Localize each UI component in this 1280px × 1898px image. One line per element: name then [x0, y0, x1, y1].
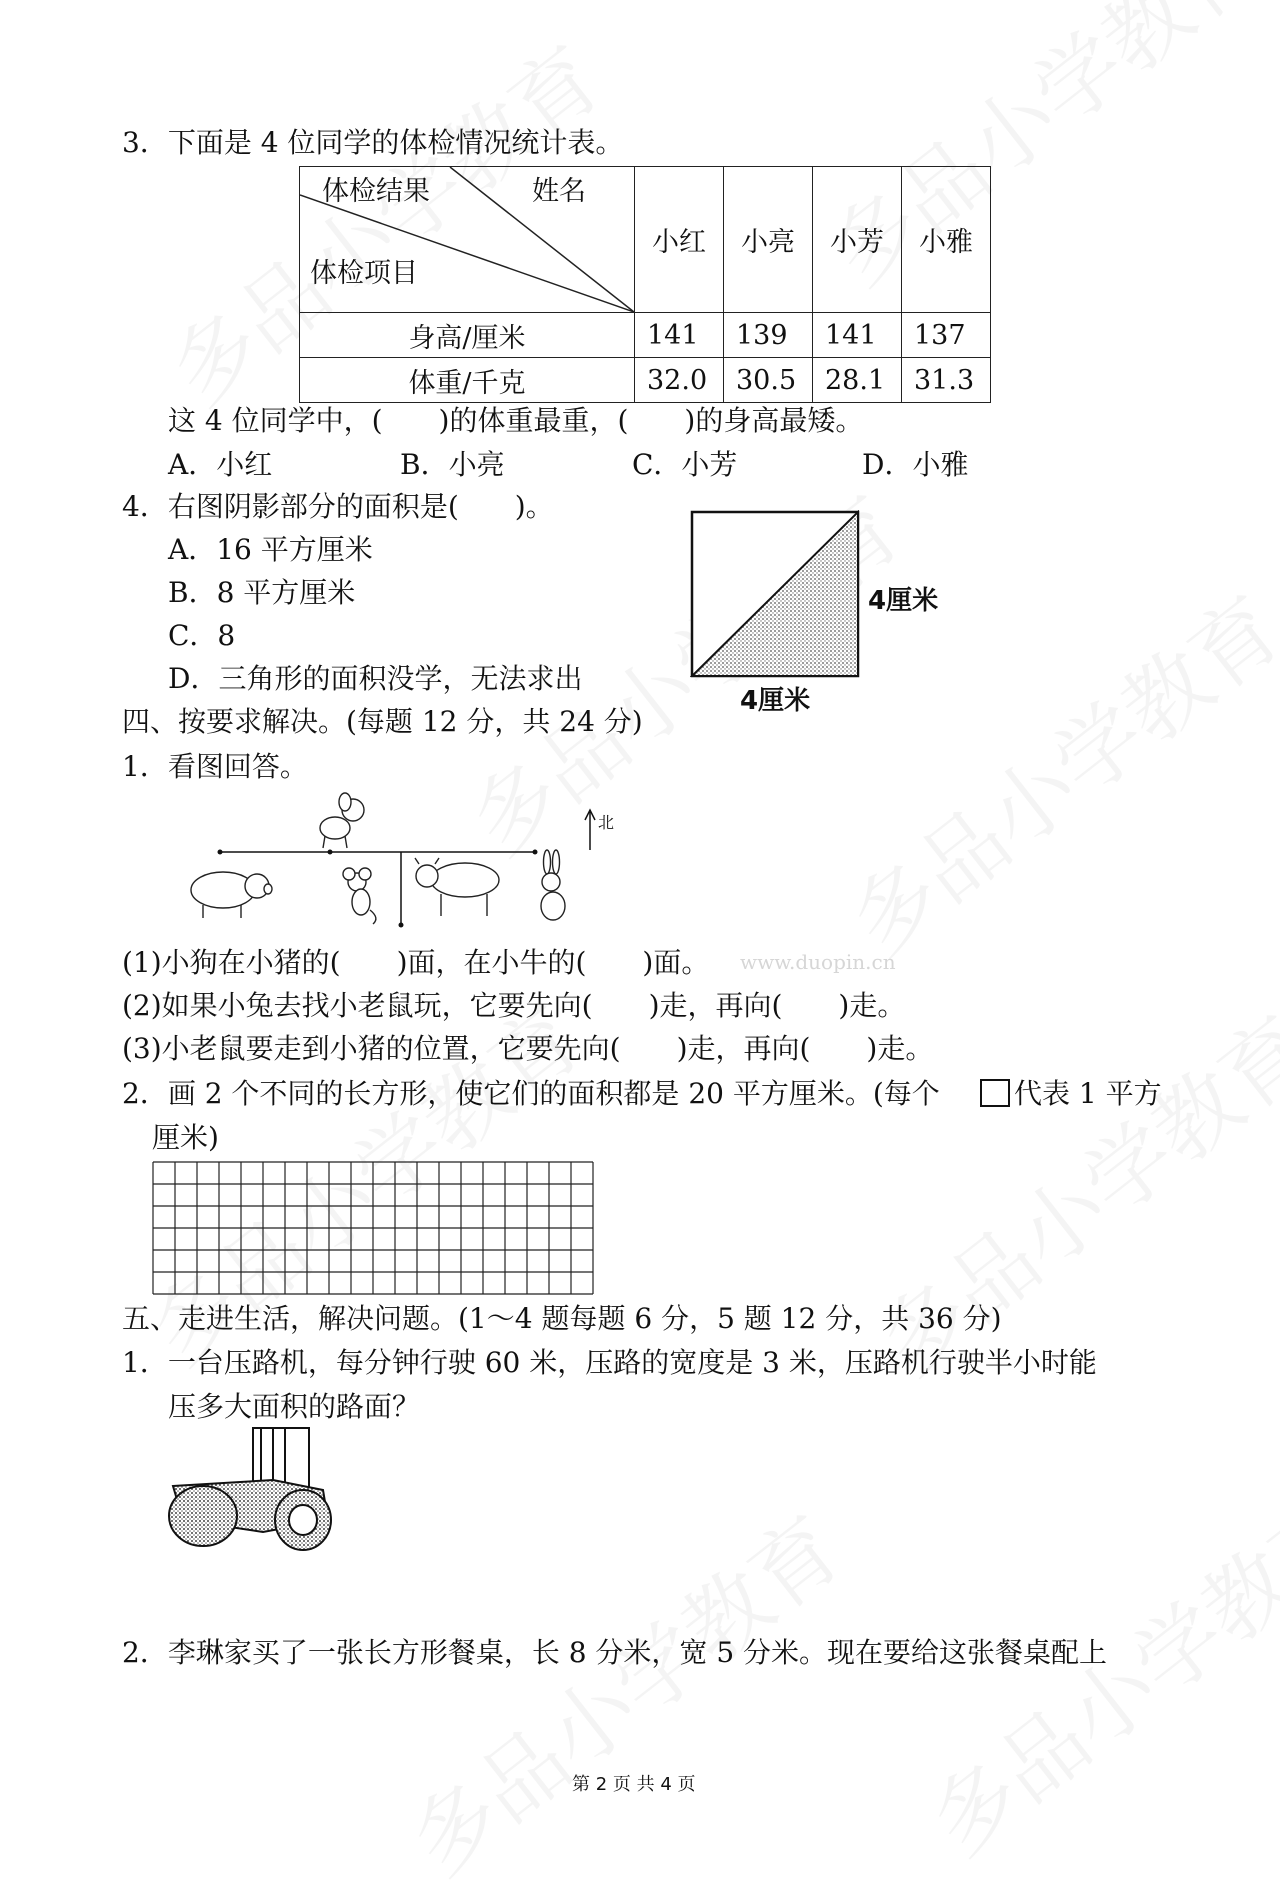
value-cell: 28.1 [813, 358, 902, 403]
value-cell: 137 [902, 313, 991, 358]
cow-icon [415, 858, 499, 916]
value-cell: 141 [813, 313, 902, 358]
value-cell: 32.0 [635, 358, 724, 403]
table-diagonal-header [300, 167, 635, 313]
row-label: 体重/千克 [300, 358, 635, 403]
q3-question: 这 4 位同学中，( )的体重最重，( )的身高最矮。 [168, 404, 864, 437]
q3-option-a: A．小红 [168, 448, 273, 481]
dog-icon [320, 793, 364, 848]
header-result-label: 体检结果 [322, 176, 430, 207]
section-4-q1-title: 1．看图回答。 [122, 750, 308, 783]
section-5-q1-line2: 压多大面积的路面？ [168, 1390, 421, 1423]
bottom-length-label: 4厘米 [740, 686, 811, 716]
rabbit-icon [541, 850, 565, 920]
url-watermark: www.duopin.cn [740, 950, 896, 974]
watermark [820, 562, 1280, 977]
q4-option-d: D．三角形的面积没学，无法求出 [168, 662, 583, 695]
north-label: 北 [598, 813, 615, 832]
q4-question: 4．右图阴影部分的面积是( )。 [122, 490, 554, 523]
unit-square-icon [980, 1079, 1010, 1107]
north-arrow-icon [585, 810, 595, 850]
section-5-title: 五、走进生活，解决问题。(1～4 题每题 6 分，5 题 12 分，共 36 分) [122, 1302, 1002, 1335]
row-label: 身高/厘米 [300, 313, 635, 358]
pig-icon [191, 872, 272, 918]
q4-option-c: C．8 [168, 619, 236, 652]
value-cell: 30.5 [724, 358, 813, 403]
animal-position-figure [175, 790, 635, 940]
q3-option-c: C．小芳 [632, 448, 738, 481]
section-5-q2-line1: 2．李琳家买了一张长方形餐桌，长 8 分米，宽 5 分米。现在要给这张餐桌配上 [122, 1636, 1108, 1669]
header-item-label: 体检项目 [310, 258, 418, 289]
mouse-icon [343, 868, 376, 924]
q3-option-b: B．小亮 [400, 448, 505, 481]
name-cell: 小雅 [902, 167, 991, 313]
section-4-title: 四、按要求解决。(每题 12 分，共 24 分) [122, 705, 643, 738]
header-name-label: 姓名 [532, 176, 586, 207]
sub-question-3: (3)小老鼠要走到小猪的位置，它要先向( )走，再向( )走。 [122, 1032, 934, 1065]
page-footer: 第 2 页 共 4 页 [572, 1774, 696, 1795]
q4-option-a: A．16 平方厘米 [168, 533, 373, 566]
name-cell: 小芳 [813, 167, 902, 313]
health-check-table [299, 166, 991, 403]
watermark [900, 1462, 1280, 1877]
sub-question-1: (1)小狗在小猪的( )面，在小牛的( )面。 [122, 946, 710, 979]
section-4-q2-line1-b: 代表 1 平方 [1014, 1077, 1162, 1110]
q3-intro: 3．下面是 4 位同学的体检情况统计表。 [122, 126, 624, 159]
value-cell: 31.3 [902, 358, 991, 403]
watermark [380, 1482, 863, 1897]
value-cell: 139 [724, 313, 813, 358]
section-4-q2-line1-a: 2．画 2 个不同的长方形，使它们的面积都是 20 平方厘米。(每个 [122, 1077, 940, 1110]
road-roller-figure [163, 1420, 353, 1560]
q3-option-d: D．小雅 [862, 448, 969, 481]
sub-question-2: (2)如果小兔去找小老鼠玩，它要先向( )走，再向( )走。 [122, 989, 906, 1022]
name-cell: 小亮 [724, 167, 813, 313]
shaded-square-figure [690, 510, 870, 690]
value-cell: 141 [635, 313, 724, 358]
side-length-label: 4厘米 [868, 586, 939, 616]
name-cell: 小红 [635, 167, 724, 313]
q4-option-b: B．8 平方厘米 [168, 576, 356, 609]
section-4-q2-line2: 厘米) [152, 1121, 219, 1154]
section-5-q1-line1: 1．一台压路机，每分钟行驶 60 米，压路的宽度是 3 米，压路机行驶半小时能 [122, 1346, 1097, 1379]
drawing-grid[interactable] [152, 1161, 594, 1295]
